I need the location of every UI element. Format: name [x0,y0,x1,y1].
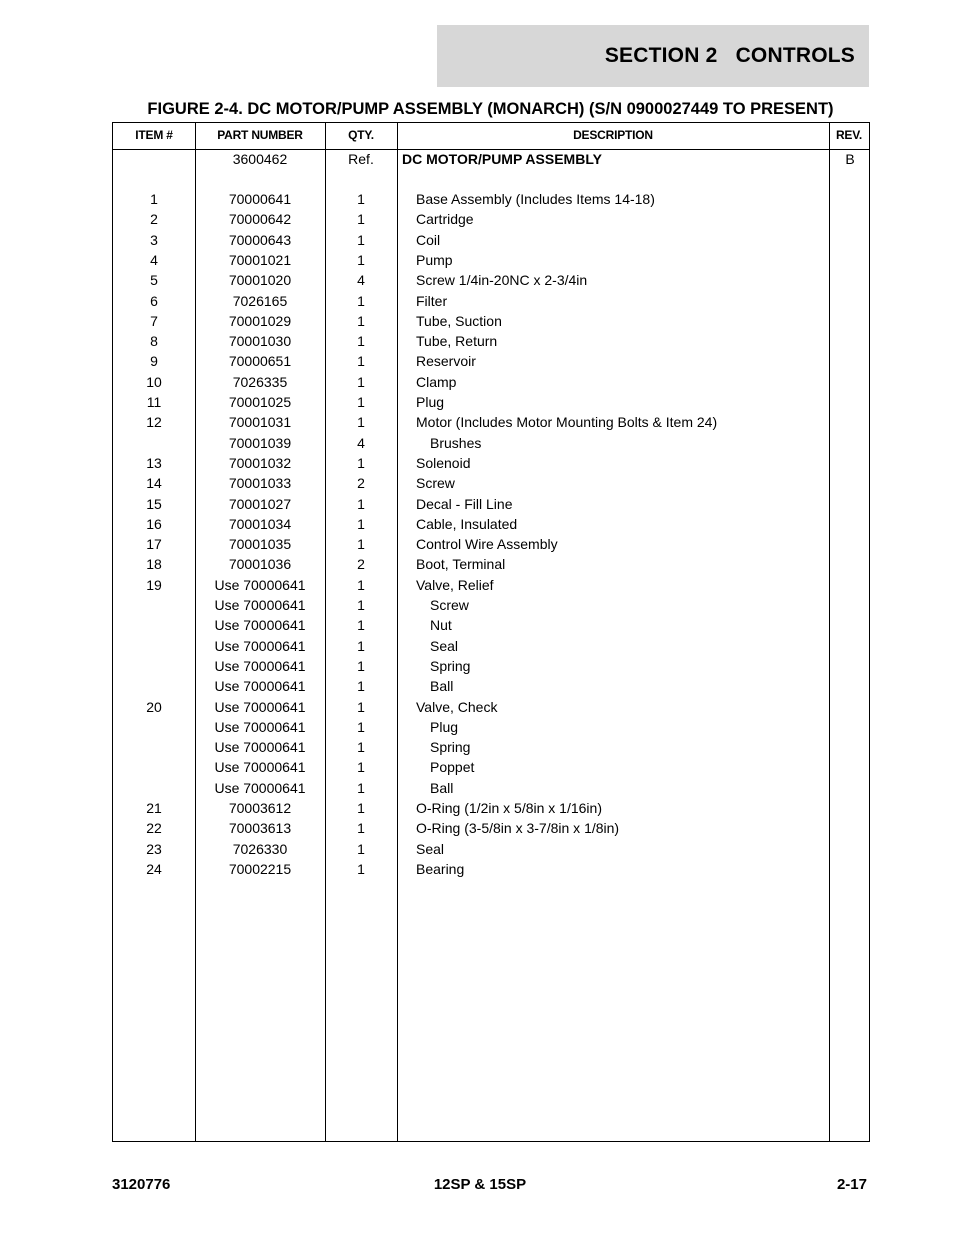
part-number: 70001025 [228,394,292,410]
part-number: 7026330 [232,840,288,857]
table-row [113,149,869,169]
parts-table [112,122,870,1142]
part-number: Use 70000641 [214,698,306,715]
part-number: 70001021 [228,251,292,268]
description: O-Ring (3-5/8in x 3-7/8in x 1/8in) [416,820,620,837]
quantity: 1 [357,637,365,654]
item-number: 4 [150,251,158,268]
quantity: 1 [357,394,365,410]
item-number: 11 [146,394,162,410]
document-number: 3120776 [112,1176,171,1193]
description: Brushes [430,434,482,451]
description: Tube, Suction [416,312,502,329]
quantity: 1 [357,820,365,837]
description: Plug [430,718,459,735]
table-row [113,331,869,351]
table-row [113,778,869,798]
description: Plug [416,394,445,410]
table-row [113,859,869,879]
description: O-Ring (1/2in x 5/8in x 1/16in) [416,800,602,816]
description: Cartridge [416,211,474,228]
description: Valve, Check [416,698,498,715]
description: Decal - Fill Line [416,495,513,512]
part-number: 7026165 [232,292,288,309]
quantity: 1 [357,576,365,593]
table-row [113,392,869,412]
quantity: 1 [357,373,365,390]
table-row [113,595,869,615]
part-number: Use 70000641 [214,597,306,613]
part-number: 70002215 [228,860,292,877]
table-row [113,554,869,574]
table-row [113,615,869,635]
item-number: 14 [146,475,162,492]
quantity: 1 [357,759,365,776]
table-row [113,270,869,290]
column-header-qty: QTY. [348,128,374,142]
table-row [113,636,869,656]
quantity: 1 [357,840,365,857]
item-number: 16 [146,515,162,532]
item-number: 6 [150,292,158,309]
part-number: 70001036 [228,556,292,573]
part-number: 70001039 [228,434,292,451]
table-row [113,494,869,514]
item-number: 21 [146,800,162,816]
table-row [113,697,869,717]
item-number: 23 [146,840,162,857]
table-row [113,250,869,270]
table-row [113,189,869,209]
table-row [113,473,869,493]
quantity: 1 [357,231,365,248]
description: Seal [430,637,459,654]
quantity: 1 [357,312,365,329]
description: Nut [430,617,452,634]
part-number: Use 70000641 [214,576,306,593]
part-number: Use 70000641 [214,759,306,776]
description: Filter [416,292,448,309]
part-number: 70001027 [228,495,292,512]
model-name: 12SP & 15SP [433,1176,527,1193]
item-number: 18 [146,556,162,573]
item-number: 17 [146,536,162,553]
quantity: 1 [357,333,365,350]
description: Spring [430,739,471,756]
quantity: 1 [357,536,365,553]
quantity: 1 [357,251,365,268]
section-header [437,25,869,87]
description: Ball [430,779,454,796]
table-row [113,372,869,392]
quantity: 1 [357,678,365,695]
table-row [113,737,869,757]
table-row [113,798,869,818]
revision: B [845,151,855,167]
quantity: 2 [357,475,365,492]
part-number: 70001029 [228,312,292,329]
table-row [113,453,869,473]
table-row [113,433,869,453]
page-number: 2-17 [836,1176,867,1193]
description: Reservoir [416,353,476,370]
table-row [113,757,869,777]
item-number: 19 [146,576,162,593]
description: Screw 1/4in-20NC x 2-3/4in [416,272,588,289]
part-number: 3600462 [232,151,288,167]
part-number: Use 70000641 [214,718,306,735]
quantity: 1 [357,739,365,756]
table-row [113,818,869,838]
quantity: 1 [357,597,365,613]
table-row [113,412,869,432]
quantity: 1 [357,718,365,735]
description: DC MOTOR/PUMP ASSEMBLY [402,151,602,167]
quantity: 1 [357,211,365,228]
quantity: 1 [357,191,365,207]
description: Base Assembly (Includes Items 14-18) [416,191,655,207]
part-number: Use 70000641 [214,657,306,674]
description: Valve, Relief [416,576,494,593]
part-number: 70003612 [228,800,292,816]
description: Seal [416,840,445,857]
quantity: Ref. [348,151,374,167]
description: Clamp [416,373,457,390]
column-header-part-number: PART NUMBER [217,128,303,142]
quantity: 4 [357,434,365,451]
description: Spring [430,657,471,674]
item-number: 7 [150,312,158,329]
quantity: 1 [357,860,365,877]
figure-title: FIGURE 2-4. DC MOTOR/PUMP ASSEMBLY (MONARCH) (S/N 0900027449 TO PRESENT) [147,100,834,118]
table-row [113,209,869,229]
part-number: 70001033 [228,475,292,492]
part-number: 70001032 [228,454,292,471]
part-number: Use 70000641 [214,617,306,634]
description: Tube, Return [416,333,498,350]
table-row [113,656,869,676]
item-number: 8 [150,333,158,350]
section-title: SECTION 2 CONTROLS [604,44,855,67]
description: Screw [416,475,455,492]
part-number: 70000642 [228,211,292,228]
quantity: 1 [357,800,365,816]
quantity: 1 [357,657,365,674]
table-row [113,291,869,311]
quantity: 1 [357,698,365,715]
part-number: 70001020 [228,272,292,289]
part-number: 70001035 [228,536,292,553]
part-number: 70001034 [228,515,292,532]
part-number: 70003613 [228,820,292,837]
table-row [113,311,869,331]
description: Solenoid [416,454,471,471]
description: Screw [430,597,469,613]
quantity: 1 [357,353,365,370]
description: Pump [416,251,453,268]
item-number: 3 [150,231,158,248]
part-number: 70001030 [228,333,292,350]
part-number: 70000651 [228,353,292,370]
column-header-rev: REV. [835,128,863,142]
column-header-item: ITEM # [135,128,173,142]
part-number: 7026335 [232,373,288,390]
table-row [113,351,869,371]
item-number: 9 [150,353,158,370]
quantity: 1 [357,515,365,532]
description: Ball [430,678,454,695]
part-number: Use 70000641 [214,678,306,695]
part-number: 70001031 [228,414,292,431]
item-number: 22 [146,820,162,837]
quantity: 4 [357,272,365,289]
table-row [113,575,869,595]
quantity: 2 [357,556,365,573]
table-row [113,514,869,534]
part-number: Use 70000641 [214,779,306,796]
quantity: 1 [357,292,365,309]
table-row [113,534,869,554]
quantity: 1 [357,454,365,471]
description: Bearing [416,860,465,877]
description: Coil [416,231,441,248]
item-number: 24 [146,860,162,877]
item-number: 10 [146,373,162,390]
item-number: 15 [146,495,162,512]
table-row [113,717,869,737]
quantity: 1 [357,617,365,634]
item-number: 2 [150,211,158,228]
item-number: 12 [146,414,162,431]
quantity: 1 [357,495,365,512]
table-row [113,230,869,250]
part-number: 70000643 [228,231,292,248]
description: Boot, Terminal [416,556,506,573]
table-row [113,676,869,696]
description: Motor (Includes Motor Mounting Bolts & Item 24) [416,414,718,431]
item-number: 20 [146,698,162,715]
quantity: 1 [357,414,365,431]
part-number: Use 70000641 [214,739,306,756]
table-row [113,839,869,859]
item-number: 13 [146,454,162,471]
part-number: 70000641 [228,191,292,207]
description: Cable, Insulated [416,515,518,532]
column-header-description: DESCRIPTION [573,128,653,142]
item-number: 5 [150,272,158,289]
part-number: Use 70000641 [214,637,306,654]
item-number: 1 [150,191,158,207]
description: Control Wire Assembly [416,536,558,553]
description: Poppet [430,759,475,776]
quantity: 1 [357,779,365,796]
